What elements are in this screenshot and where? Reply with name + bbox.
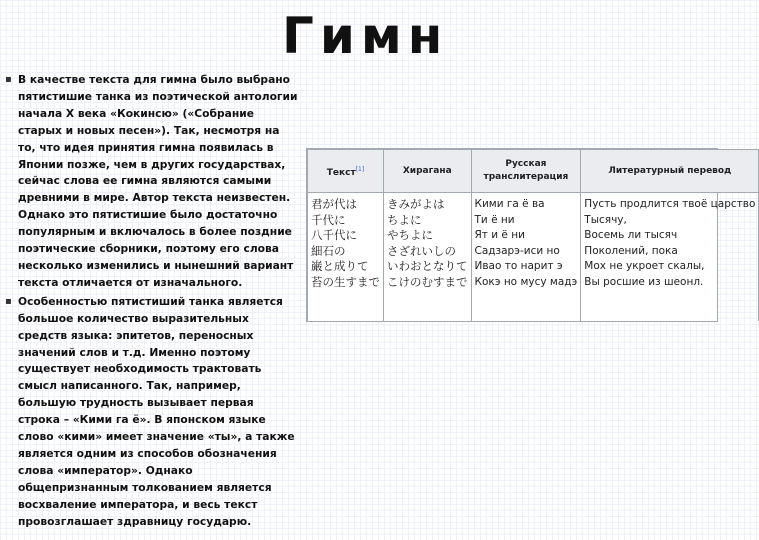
header-text-label: Текст: [326, 167, 356, 178]
bullet-text: Особенностью пятистиший танка является большое количество выразительных средств языка: эпитетов, переносных значений слов и т.д. Именно поэтому существует необходимость трактовать смысл написанного. Так, например, большую трудность вызывает первая строка – «Кими га ё». В японском языке слово «кими» имеет значение «ты», а также является одним из способов обозначения слова «император». Однако общепризнанным толкованием является восхваление императора, и весь текст провозглашает здравницу государю.: [18, 294, 295, 528]
header-translit: Русская транслитерация: [471, 150, 581, 193]
column-text: [308, 193, 384, 322]
cell-line: Кокэ но мусу мадэ: [474, 275, 578, 288]
column-translation: [581, 193, 759, 322]
header-text: [308, 150, 384, 193]
bullet-list: [4, 72, 298, 532]
cell-line: こけのむすまで: [387, 274, 468, 289]
bullet-dot-icon: ▪: [5, 295, 12, 307]
anthem-table: [306, 148, 756, 322]
column-hiragana: [384, 193, 472, 322]
table-header-row: [308, 150, 759, 193]
cell-line: Поколений, пока: [584, 244, 678, 257]
cell-line: 巌と成りて: [311, 259, 369, 274]
cell-line: やちよに: [387, 228, 433, 243]
bullet-text: В качестве текста для гимна было выбрано пятистишие танка из поэтической антологии начала X века «Кокинсю» («Собрание старых и новых песен»). Так, несмотря на то, что идея принятия гимна появилась в Японии позже, чем в других государствах, сейчас слова ее гимна являются самыми древними в мире. Автор текста неизвестен. Однако это пятистишие было достаточно популярным и включалось в более поздние поэтические сборники, поэтому его слова несколько изменились и нынешний вариант текста отличается от изначального.: [18, 73, 298, 289]
cell-line: Иваo то нарит э: [474, 260, 563, 273]
cell-line: いわおとなりて: [387, 259, 468, 274]
bullet-item: [4, 72, 298, 292]
reference-link[interactable]: [1]: [355, 165, 365, 173]
cell-line: 八千代に: [311, 228, 357, 243]
anthem-table-grid: [307, 149, 759, 321]
cell-line: ちよに: [387, 212, 422, 227]
cell-line: Восемь ли тысяч: [584, 229, 678, 242]
table-row: [308, 193, 759, 322]
column-translit: [471, 193, 581, 322]
bullet-dot-icon: ▪: [5, 74, 12, 85]
cell-line: Тысячу,: [584, 213, 627, 226]
cell-line: Вы росшие из шеонл.: [584, 275, 704, 288]
cell-line: 君が代は: [311, 197, 357, 211]
cell-line: Пусть продлится твоё царство: [584, 198, 756, 210]
cell-line: Ят и ё ни: [474, 229, 525, 242]
cell-line: Мох не укроет скалы,: [584, 260, 705, 273]
cell-line: さざれいしの: [387, 243, 456, 258]
cell-line: Кими га ё ва: [474, 198, 545, 210]
cell-line: 細石の: [311, 243, 346, 258]
header-translation: Литературный перевод: [581, 150, 759, 193]
cell-line: 千代に: [311, 212, 346, 227]
bullet-item: [4, 294, 298, 531]
cell-line: Садзарэ-иси но: [474, 244, 560, 257]
slide-title: Гимн: [282, 7, 449, 65]
cell-line: 苔の生すまで: [311, 274, 380, 289]
cell-line: Ти ё ни: [474, 213, 515, 226]
cell-line: きみがよは: [387, 197, 445, 211]
header-hiragana: Хирагана: [384, 150, 472, 193]
